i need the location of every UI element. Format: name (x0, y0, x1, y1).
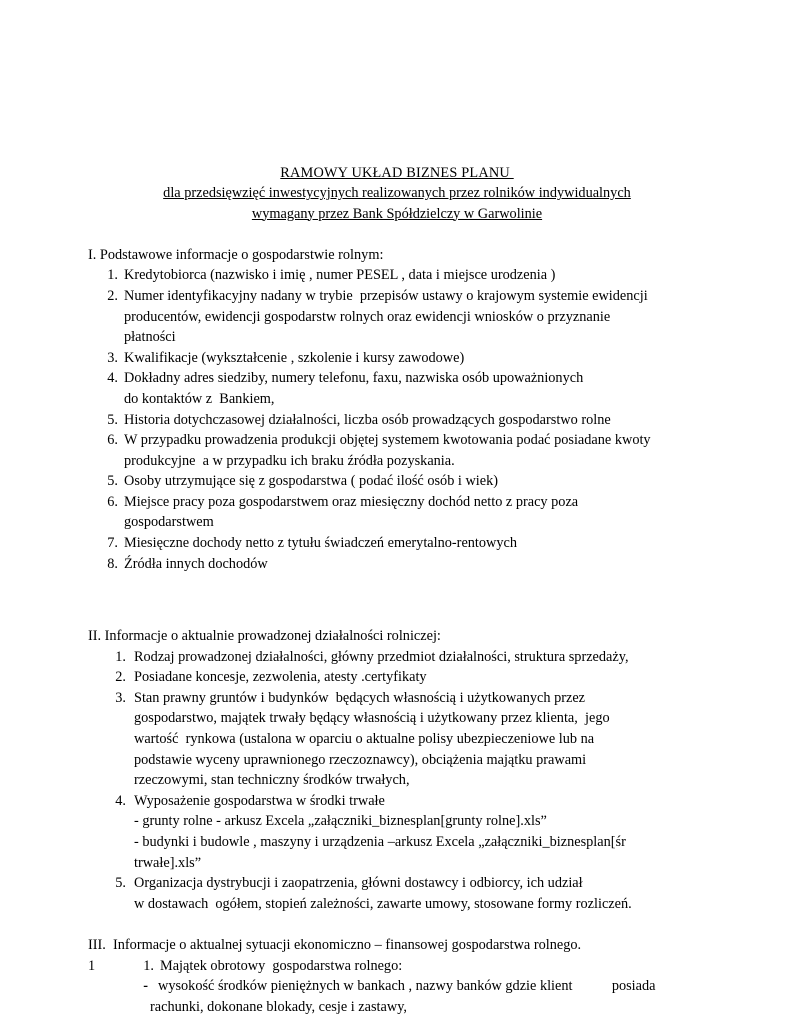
list-item-text: Kredytobiorca (nazwisko i imię , numer PESEL , data i miejsce urodzenia ) (124, 267, 556, 284)
list-item-continuation: - grunty rolne - arkusz Excela „załączniki_biznesplan[grunty rolne].xls” (134, 813, 547, 830)
list-item-continuation: podstawie wyceny uprawnionego rzeczoznawcy), obciążenia majątku prawami (134, 751, 587, 768)
section-1 (88, 245, 706, 574)
list-item (88, 791, 706, 812)
list-item-continuation: producentów, ewidencji gospodarstw rolnych oraz ewidencji wniosków o przyznanie (124, 308, 611, 325)
title-line-3: wymagany przez Bank Spółdzielczy w Garwolinie (251, 205, 543, 222)
list-item-continuation: płatności (124, 329, 176, 346)
list-item-text: wysokość środków pieniężnych w bankach , nazwy banków gdzie klient posiada (158, 978, 656, 995)
list-item-continuation: do kontaktów z Bankiem, (124, 390, 275, 407)
list-item (88, 348, 706, 369)
list-item (88, 956, 706, 977)
section-1-heading: I. Podstawowe informacje o gospodarstwie rolnym: (88, 246, 384, 263)
section-3-outer-number: 1 (88, 957, 96, 974)
list-item-text: Źródła innych dochodów (124, 555, 268, 572)
list-item-number: 3. (107, 349, 118, 366)
list-item-number: 1. (115, 648, 126, 665)
list-item-text: Dokładny adres siedziby, numery telefonu, faxu, nazwiska osób upoważnionych (124, 370, 584, 387)
list-item-bullet: - (143, 978, 148, 995)
list-item (88, 286, 706, 307)
title-line-2: dla przedsięwzięć inwestycyjnych realizowanych przez rolników indywidualnych (163, 185, 631, 202)
list-item (88, 471, 706, 492)
section-2-heading: II. Informacje o aktualnie prowadzonej działalności rolniczej: (88, 628, 441, 645)
list-item (88, 533, 706, 554)
list-item-text: Organizacja dystrybucji i zaopatrzenia, główni dostawcy i odbiorcy, ich udział (134, 875, 583, 892)
section-3 (88, 935, 706, 1017)
list-item-continuation: rzeczowymi, stan techniczny środków trwałych, (134, 772, 410, 789)
list-item-number: 4. (107, 370, 118, 387)
list-item-number: 5. (107, 411, 118, 428)
list-item-text: Stan prawny gruntów i budynków będących własnością i użytkowanych przez (134, 689, 586, 706)
list-item-continuation: gospodarstwo, majątek trwały będący własnością i użytkowany przez klienta, jego (134, 710, 610, 727)
document-body (88, 163, 706, 1018)
list-item-number: 8. (107, 555, 118, 572)
list-item-text: Osoby utrzymujące się z gospodarstwa ( podać ilość osób i wiek) (124, 473, 499, 490)
list-item-continuation: wartość rynkowa (ustalona w oparciu o aktualne polisy ubezpieczeniowe lub na (134, 731, 595, 748)
list-item-text: Miesięczne dochody netto z tytułu świadczeń emerytalno-rentowych (124, 534, 518, 551)
list-item-continuation: gospodarstwem (124, 514, 214, 531)
list-item (88, 368, 706, 389)
list-item-number: 2. (107, 288, 118, 305)
list-item (88, 647, 706, 668)
list-item-text: Posiadane koncesje, zezwolenia, atesty .certyfikaty (134, 669, 427, 686)
list-item (88, 554, 706, 575)
list-item-text: Wyposażenie gospodarstwa w środki trwałe (134, 792, 385, 809)
list-item-text: Historia dotychczasowej działalności, liczba osób prowadzących gospodarstwo rolne (124, 411, 611, 428)
list-item-number: 1. (143, 957, 154, 974)
list-item-continuation: w dostawach ogółem, stopień zależności, zawarte umowy, stosowane formy rozliczeń. (134, 895, 632, 912)
list-item-number: 6. (107, 493, 118, 510)
list-item-number: 6. (107, 432, 118, 449)
list-item-text: Kwalifikacje (wykształcenie , szkolenie i kursy zawodowe) (124, 349, 465, 366)
list-item (88, 265, 706, 286)
title-line-1: RAMOWY UKŁAD BIZNES PLANU (280, 165, 514, 181)
list-item-text: Numer identyfikacyjny nadany w trybie przepisów ustawy o krajowym systemie ewidencji (124, 288, 648, 305)
list-item-text: Rodzaj prowadzonej działalności, główny przedmiot działalności, struktura sprzedaży, (134, 648, 629, 665)
list-item (88, 688, 706, 709)
list-item-number: 2. (115, 669, 126, 686)
list-item (88, 410, 706, 431)
list-item-text: Miejsce pracy poza gospodarstwem oraz miesięczny dochód netto z pracy poza (124, 493, 579, 510)
list-item (88, 430, 706, 451)
list-item-continuation: rachunki, dokonane blokady, cesje i zastawy, (150, 998, 407, 1015)
list-item-number: 5. (115, 875, 126, 892)
list-item (88, 976, 706, 997)
list-item-number: 3. (115, 689, 126, 706)
list-item-text: W przypadku prowadzenia produkcji objętej systemem kwotowania podać posiadane kwoty (124, 432, 651, 449)
section-2 (88, 626, 706, 914)
list-item-number: 7. (107, 534, 118, 551)
list-item-text: Majątek obrotowy gospodarstwa rolnego: (160, 957, 403, 974)
list-item-continuation: trwałe].xls” (134, 854, 202, 871)
list-item (88, 873, 706, 894)
document-title (88, 163, 706, 224)
list-item-continuation: produkcyjne a w przypadku ich braku źródła pozyskania. (124, 452, 455, 469)
section-3-heading: III. Informacje o aktualnej sytuacji ekonomiczno – finansowej gospodarstwa rolnego. (88, 937, 582, 954)
list-item (88, 667, 706, 688)
list-item-number: 5. (107, 473, 118, 490)
list-item-number: 4. (115, 792, 126, 809)
list-item-continuation: - budynki i budowle , maszyny i urządzenia –arkusz Excela „załączniki_biznesplan[śr (134, 833, 626, 850)
list-item (88, 492, 706, 513)
list-item-number: 1. (107, 267, 118, 284)
